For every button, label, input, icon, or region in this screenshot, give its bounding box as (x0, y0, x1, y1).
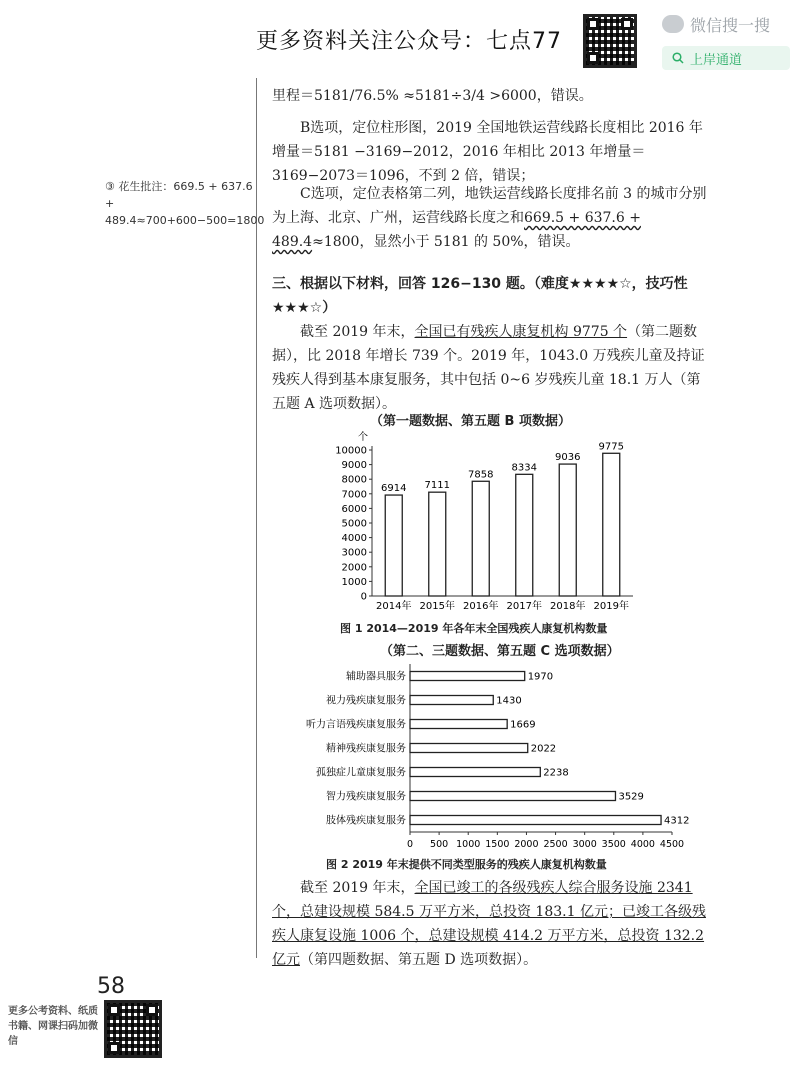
paragraph-mileage: 里程＝5181/76.5% ≈5181÷3/4 >6000，错误。 (272, 88, 593, 104)
header-title: 更多资料关注公众号：七点77 (256, 29, 562, 54)
figure1-x-tick-label: 2019年 (593, 601, 629, 612)
figure2-bar (410, 720, 507, 729)
figure2-data-label: 4312 (664, 815, 690, 827)
figure1-y-tick-label: 0 (360, 591, 367, 603)
figure2-data-label: 1970 (527, 671, 554, 683)
figure2-x-tick-label: 1000 (456, 839, 481, 850)
material-1-highlight: 全国已有残疾人康复机构 9775 个 (414, 324, 628, 340)
figure1-heading: （第一题数据、第五题 B 项数据） (370, 414, 571, 429)
option-c-text: C选项，定位表格第二列，地铁运营线路长度排名前 3 的城市分别为上海、北京、广州，运营线路长度之和 (272, 186, 707, 226)
figure2-data-label: 1669 (510, 719, 536, 731)
figure1-x-tick-label: 2015年 (419, 601, 455, 612)
figure1-x-tick-label: 2017年 (506, 601, 542, 612)
figure2-bar (410, 744, 528, 753)
figure2-data-label: 2022 (530, 743, 557, 755)
figure2-category-label: 辅助器具服务 (346, 671, 406, 683)
figure1-bar (472, 481, 489, 596)
figure1-y-tick-label: 7000 (341, 489, 367, 501)
figure2-data-label: 3529 (618, 791, 644, 803)
figure2-bar (410, 816, 661, 825)
header-qr-code (583, 14, 637, 68)
figure2-x-tick-label: 3500 (601, 839, 626, 850)
figure2-x-tick-label: 4500 (659, 839, 685, 850)
figure1-bar (603, 453, 620, 596)
figure1-x-tick-label: 2018年 (550, 601, 586, 612)
figure1-data-label: 7858 (468, 469, 494, 481)
figure2-category-label: 智力残疾康复服务 (326, 791, 406, 803)
figure2-caption: 图 2 2019 年末提供不同类型服务的残疾人康复机构数量 (326, 858, 607, 871)
figure1-x-tick-label: 2014年 (376, 601, 412, 612)
figure1-y-tick-label: 8000 (341, 474, 367, 486)
figure1-y-tick-label: 2000 (341, 562, 367, 574)
figure2-bar (410, 768, 540, 777)
figure2-x-tick-label: 500 (430, 839, 449, 850)
search-channel-button[interactable] (662, 46, 790, 70)
figure1-bar (559, 464, 576, 596)
figure2-category-label: 视力残疾康复服务 (326, 695, 406, 707)
wechat-icon (662, 15, 684, 33)
option-c-sum: 669.5 + 637.6 + 489.4 (272, 210, 641, 250)
figure2-x-tick-label: 1500 (485, 839, 510, 850)
figure1-bar (516, 474, 533, 596)
margin-note-text: 花生批注：669.5 + 637.6 + 489.4≈700+600−500=1800 (105, 180, 265, 227)
figure1-data-label: 8334 (511, 462, 537, 474)
paragraph-option-b: B选项，定位柱形图，2019 全国地铁运营线路长度相比 2016 年增量＝5181 −3169−2012，2016 年相比 2013 年增量＝3169−2073＝1096，不到 2 倍，错误； (272, 120, 703, 184)
wechat-logo-text: 微信搜一搜 (690, 15, 771, 35)
paragraph-material-2 (272, 876, 712, 972)
figure2-bar (410, 792, 615, 801)
search-icon (672, 52, 684, 64)
option-c-conclusion: ≈1800，显然小于 5181 的 50%，错误。 (312, 234, 580, 250)
figure2-category-label: 孤独症儿童康复服务 (316, 767, 406, 779)
figure2-category-label: 肢体残疾康复服务 (326, 815, 406, 827)
figure1-y-tick-label: 1000 (341, 576, 367, 588)
section-title: 三、根据以下材料，回答 126−130 题。（难度★★★★☆，技巧性★★★☆） (272, 276, 688, 316)
figure1-y-unit: 个 (358, 432, 368, 443)
figure2-x-tick-label: 4000 (630, 839, 655, 850)
material-2-rest: （第四题数据、第五题 D 选项数据）。 (300, 952, 538, 968)
paragraph-material-1 (272, 320, 712, 416)
material-1-lead: 截至 2019 年末， (300, 324, 415, 340)
figure1-y-tick-label: 3000 (341, 547, 367, 559)
figure1-x-tick-label: 2016年 (463, 601, 499, 612)
figure1-data-label: 9775 (598, 441, 624, 453)
promo-text: 更多公考资料、纸质书籍、网课扫码加微信 (8, 1006, 98, 1047)
figure2-bar (410, 672, 525, 681)
margin-note-marker: ③ (105, 180, 115, 193)
figure1-caption: 图 1 2014—2019 年各年末全国残疾人康复机构数量 (340, 622, 608, 635)
material-2-lead: 截至 2019 年末， (300, 880, 415, 896)
material-1-rest: （第二题数据），比 2018 年增长 739 个。2019 年，1043.0 万残疾儿童及持证残疾人得到基本康复服务，其中包括 0~6 岁残疾儿童 18.1 万人（第五题 A 选项数据）。 (272, 324, 705, 412)
figure2-x-tick-label: 2500 (543, 839, 568, 850)
paragraph-option-c (272, 182, 712, 254)
figure1-y-tick-label: 6000 (341, 503, 367, 515)
figure2-category-label: 精神残疾康复服务 (326, 743, 406, 755)
margin-divider (256, 78, 257, 958)
page-number: 58 (97, 974, 125, 999)
figure2-x-tick-label: 2000 (514, 839, 539, 850)
figure1-y-tick-label: 10000 (335, 445, 367, 457)
footer-qr-code (104, 1000, 162, 1058)
wechat-search-logo (662, 12, 792, 36)
figure1-bar (429, 492, 446, 596)
figure2-data-label: 2238 (543, 767, 569, 779)
figure2-x-tick-label: 0 (406, 839, 414, 850)
material-2-highlight: 全国已竣工的各级残疾人综合服务设施 2341 个，总建设规模 584.5 万平方米，总投资 183.1 亿元；已竣工各级残疾人康复设施 1006 个，总建设规模 414.2 万平方米，总投资 132.2 亿元 (272, 880, 706, 968)
figure1-data-label: 6914 (381, 483, 407, 495)
figure1-data-label: 7111 (424, 480, 450, 492)
search-channel-label: 上岸通道 (690, 52, 743, 68)
figure1-bar-chart (328, 428, 648, 628)
figure1-y-tick-label: 4000 (341, 533, 367, 545)
figure2-data-label: 1430 (496, 695, 522, 707)
figure1-bar (385, 495, 402, 596)
figure2-bar-chart (292, 660, 690, 850)
figure1-data-label: 9036 (555, 452, 581, 464)
margin-note (105, 178, 265, 229)
figure2-heading: （第二、三题数据、第五题 C 选项数据） (380, 644, 620, 659)
figure2-x-tick-label: 3000 (572, 839, 597, 850)
figure2-category-label: 听力言语残疾康复服务 (306, 719, 406, 731)
figure1-y-tick-label: 5000 (341, 518, 367, 530)
figure2-bar (410, 696, 493, 705)
figure1-y-tick-label: 9000 (341, 460, 367, 472)
